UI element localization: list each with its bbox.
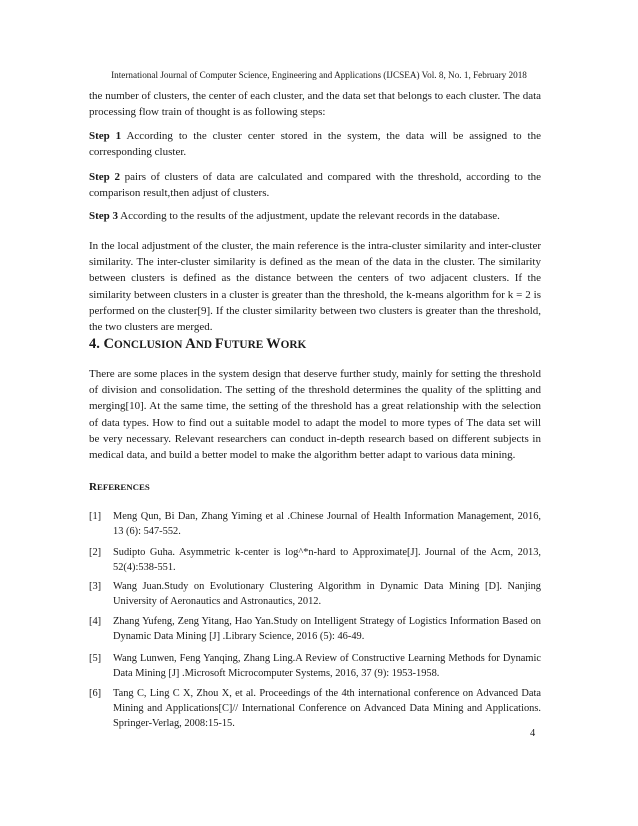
reference-item <box>89 651 541 681</box>
step-2-text: pairs of clusters of data are calculated and compared with the threshold, according to the comparison result,then adjust of clusters. <box>89 171 542 200</box>
section-number: 4. <box>89 336 104 352</box>
step-3-label: Step 3 <box>89 210 119 222</box>
reference-text: Zhang Yufeng, Zeng Yitang, Hao Yan.Study on Intelligent Strategy of Logistics Information Based on Dynamic Data Mining [J] .Library Science, 2016 (5): 46-49. <box>113 616 541 642</box>
references-heading <box>89 481 150 493</box>
journal-header: International Journal of Computer Science, Engineering and Applications (IJCSEA) Vol. 8, No. 1, February 2018 <box>111 70 527 80</box>
local-adjustment-paragraph <box>89 238 541 335</box>
section-word-4-rest: ORK <box>280 339 307 351</box>
local-adjustment-text: In the local adjustment of the cluster, the main reference is the intra-cluster similarity and inter-cluster similarity. The inter-cluster similarity is defined as the mean of the data in the cluster. The similarity between clusters is defined as the distance between the centers of two adjacent clusters. If the similarity between clusters in a cluster is greater than the threshold, the k-means algorithm for k = 2 is performed on the cluster[9]. If the cluster similarity between two clusters is greater than the threshold, the two clusters are merged. <box>89 240 541 334</box>
step-2-label: Step 2 <box>89 171 120 183</box>
reference-number: [1] <box>89 511 102 522</box>
section-heading-conclusion <box>89 336 306 353</box>
step-3-text: According to the results of the adjustment, update the relevant records in the database. <box>118 210 500 222</box>
reference-item <box>89 509 541 539</box>
section-word-2-rest: ND <box>195 339 215 351</box>
reference-item <box>89 614 541 644</box>
reference-number: [5] <box>89 653 102 664</box>
reference-number: [2] <box>89 547 102 558</box>
intro-text: the number of clusters, the center of each cluster, and the data set that belongs to each cluster. The data processing flow train of thought is as following steps: <box>89 90 542 119</box>
reference-text: Meng Qun, Bi Dan, Zhang Yiming et al .Chinese Journal of Health Information Management, 2016, 13 (6): 547-552. <box>113 511 541 537</box>
intro-paragraph <box>89 88 541 120</box>
step-1-label: Step 1 <box>89 130 122 142</box>
reference-item <box>89 545 541 575</box>
reference-text: Tang C, Ling C X, Zhou X, et al. Proceedings of the 4th international conference on Advanced Data Mining and Applications[C]// International Conference on Advanced Data Mining and Applications. Springer-Verlag, 2008:15-15. <box>113 688 541 729</box>
section-word-1-rest: ONCLUSION <box>113 339 186 351</box>
step-1-text: According to the cluster center stored in the system, the data will be assigned to the corresponding cluster. <box>89 130 541 159</box>
conclusion-paragraph <box>89 366 541 463</box>
references-heading-rest: EFERENCES <box>96 482 150 492</box>
reference-number: [3] <box>89 581 102 592</box>
reference-item <box>89 579 541 609</box>
section-word-1-initial: C <box>103 336 114 352</box>
references-heading-initial: R <box>89 481 97 493</box>
step-2-paragraph <box>89 169 541 201</box>
step-3-paragraph <box>89 208 541 224</box>
reference-text: Wang Juan.Study on Evolutionary Clustering Algorithm in Dynamic Data Mining [D]. Nanjing University of Aeronautics and Astronautics, 2012. <box>113 581 541 607</box>
reference-number: [6] <box>89 688 102 699</box>
reference-item <box>89 686 541 731</box>
reference-text: Sudipto Guha. Asymmetric k-center is log^*n-hard to Approximate[J]. Journal of the Acm, 2013, 52(4):538-551. <box>113 547 541 573</box>
page-number: 4 <box>530 728 536 739</box>
section-word-3-rest: UTURE <box>223 339 267 351</box>
section-word-3-initial: F <box>214 336 224 352</box>
reference-text: Wang Lunwen, Feng Yanqing, Zhang Ling.A Review of Constructive Learning Methods for Dynamic Data Mining [J] .Microsoft Microcomputer Systems, 2016, 37 (9): 1953-1958. <box>113 653 541 679</box>
conclusion-text: There are some places in the system design that deserve further study, mainly for setting the threshold of division and consolidation. The setting of the threshold determines the quality of the splitting and merging[10]. At the same time, the setting of the threshold has a great relationship with the selection of data types. How to find out a suitable model to adapt the model to more types of The data set will be very necessary. Relevant researchers can conduct in-depth research based on different subjects in medical data, and build a better model to make the algorithm better adapt to various data mining. <box>89 368 541 462</box>
section-word-4-initial: W <box>266 336 281 352</box>
section-word-2-initial: A <box>185 336 196 352</box>
reference-number: [4] <box>89 616 102 627</box>
step-1-paragraph <box>89 128 541 160</box>
